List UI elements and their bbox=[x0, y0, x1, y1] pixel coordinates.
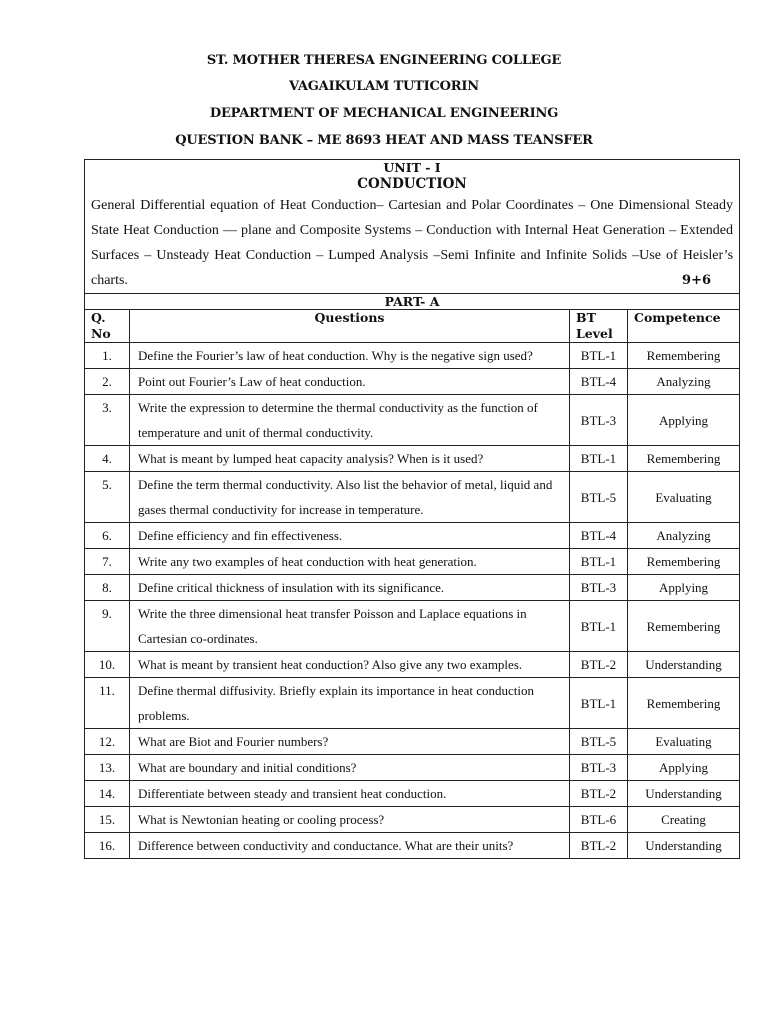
bt-level: BTL-1 bbox=[570, 549, 628, 575]
competence: Remembering bbox=[628, 549, 740, 575]
competence: Applying bbox=[628, 395, 740, 446]
competence: Understanding bbox=[628, 652, 740, 678]
table-row bbox=[85, 833, 740, 859]
bt-level: BTL-4 bbox=[570, 523, 628, 549]
competence: Applying bbox=[628, 575, 740, 601]
college-name: ST. MOTHER THERESA ENGINEERING COLLEGE bbox=[206, 53, 562, 68]
table-row bbox=[85, 729, 740, 755]
question-text: Difference between conductivity and conductance. What are their units? bbox=[130, 833, 570, 859]
question-text: Define critical thickness of insulation with its significance. bbox=[130, 575, 570, 601]
competence: Creating bbox=[628, 807, 740, 833]
col-qno: Q. No bbox=[85, 310, 130, 343]
question-number: 11. bbox=[85, 678, 130, 729]
question-text: Define the Fourier’s law of heat conduction. Why is the negative sign used? bbox=[130, 343, 570, 369]
department-name: DEPARTMENT OF MECHANICAL ENGINEERING bbox=[209, 106, 559, 121]
table-row bbox=[85, 755, 740, 781]
table-row bbox=[85, 343, 740, 369]
question-text: Define efficiency and fin effectiveness. bbox=[130, 523, 570, 549]
bt-level: BTL-6 bbox=[570, 807, 628, 833]
unit-row bbox=[85, 160, 740, 294]
col-bt-level: BT Level bbox=[570, 310, 628, 343]
question-text: Point out Fourier’s Law of heat conduction. bbox=[130, 369, 570, 395]
bt-level: BTL-2 bbox=[570, 833, 628, 859]
question-table bbox=[84, 159, 740, 859]
question-text: Define the term thermal conductivity. Also list the behavior of metal, liquid and gases thermal conductivity for increase in temperature. bbox=[130, 472, 570, 523]
table-row bbox=[85, 523, 740, 549]
table-row bbox=[85, 601, 740, 652]
unit-title: CONDUCTION bbox=[357, 176, 467, 192]
question-number: 7. bbox=[85, 549, 130, 575]
bt-level: BTL-1 bbox=[570, 343, 628, 369]
bt-level: BTL-2 bbox=[570, 781, 628, 807]
table-row bbox=[85, 369, 740, 395]
bt-level: BTL-4 bbox=[570, 369, 628, 395]
competence: Understanding bbox=[628, 833, 740, 859]
competence: Remembering bbox=[628, 446, 740, 472]
part-row bbox=[85, 294, 740, 310]
bt-level: BTL-1 bbox=[570, 446, 628, 472]
unit-syllabus bbox=[85, 192, 739, 293]
question-text: Define thermal diffusivity. Briefly explain its importance in heat conduction problems. bbox=[130, 678, 570, 729]
question-number: 14. bbox=[85, 781, 130, 807]
question-number: 12. bbox=[85, 729, 130, 755]
table-row bbox=[85, 652, 740, 678]
question-number: 9. bbox=[85, 601, 130, 652]
unit-number: UNIT - I bbox=[383, 160, 441, 175]
college-location: VAGAIKULAM TUTICORIN bbox=[289, 79, 479, 94]
bt-level: BTL-3 bbox=[570, 575, 628, 601]
table-row bbox=[85, 549, 740, 575]
question-number: 1. bbox=[85, 343, 130, 369]
competence: Remembering bbox=[628, 601, 740, 652]
col-competence: Competence bbox=[628, 310, 740, 343]
bt-level: BTL-5 bbox=[570, 729, 628, 755]
question-number: 3. bbox=[85, 395, 130, 446]
competence: Remembering bbox=[628, 343, 740, 369]
table-row bbox=[85, 575, 740, 601]
column-header-row bbox=[85, 310, 740, 343]
bt-level: BTL-3 bbox=[570, 755, 628, 781]
competence: Analyzing bbox=[628, 369, 740, 395]
competence: Remembering bbox=[628, 678, 740, 729]
unit-hours: 9+6 bbox=[682, 273, 712, 288]
syllabus-text: General Differential equation of Heat Conduction– Cartesian and Polar Coordinates – One Dimensional Steady State Heat Conduction –– plane and Composite Systems – Conduction with Internal Heat Generation – Extended Surfaces – Unsteady Heat Conduction – Lumped Analysis –Semi Infinite and Infinite Solids –Use of Heisler’s charts. bbox=[91, 198, 734, 288]
question-number: 5. bbox=[85, 472, 130, 523]
question-number: 15. bbox=[85, 807, 130, 833]
question-number: 16. bbox=[85, 833, 130, 859]
table-row bbox=[85, 446, 740, 472]
question-text: What are Biot and Fourier numbers? bbox=[130, 729, 570, 755]
bt-level: BTL-2 bbox=[570, 652, 628, 678]
question-text: What are boundary and initial conditions? bbox=[130, 755, 570, 781]
question-text: What is meant by transient heat conduction? Also give any two examples. bbox=[130, 652, 570, 678]
competence: Evaluating bbox=[628, 729, 740, 755]
bt-level: BTL-3 bbox=[570, 395, 628, 446]
question-text: What is Newtonian heating or cooling process? bbox=[130, 807, 570, 833]
question-number: 2. bbox=[85, 369, 130, 395]
question-text: Differentiate between steady and transient heat conduction. bbox=[130, 781, 570, 807]
bt-level: BTL-1 bbox=[570, 678, 628, 729]
table-row bbox=[85, 678, 740, 729]
question-number: 8. bbox=[85, 575, 130, 601]
bt-level: BTL-5 bbox=[570, 472, 628, 523]
table-row bbox=[85, 807, 740, 833]
question-text: Write any two examples of heat conduction with heat generation. bbox=[130, 549, 570, 575]
question-number: 4. bbox=[85, 446, 130, 472]
competence: Applying bbox=[628, 755, 740, 781]
question-number: 13. bbox=[85, 755, 130, 781]
question-number: 6. bbox=[85, 523, 130, 549]
question-number: 10. bbox=[85, 652, 130, 678]
table-row bbox=[85, 395, 740, 446]
question-text: Write the three dimensional heat transfer Poisson and Laplace equations in Cartesian co-ordinates. bbox=[130, 601, 570, 652]
competence: Analyzing bbox=[628, 523, 740, 549]
col-questions: Questions bbox=[130, 310, 570, 343]
table-row bbox=[85, 781, 740, 807]
table-row bbox=[85, 472, 740, 523]
part-label: PART- A bbox=[85, 294, 740, 310]
question-text: Write the expression to determine the thermal conductivity as the function of temperature and unit of thermal conductivity. bbox=[130, 395, 570, 446]
bt-level: BTL-1 bbox=[570, 601, 628, 652]
competence: Understanding bbox=[628, 781, 740, 807]
subject-title: QUESTION BANK – ME 8693 HEAT AND MASS TEANSFER bbox=[175, 133, 593, 148]
question-text: What is meant by lumped heat capacity analysis? When is it used? bbox=[130, 446, 570, 472]
competence: Evaluating bbox=[628, 472, 740, 523]
